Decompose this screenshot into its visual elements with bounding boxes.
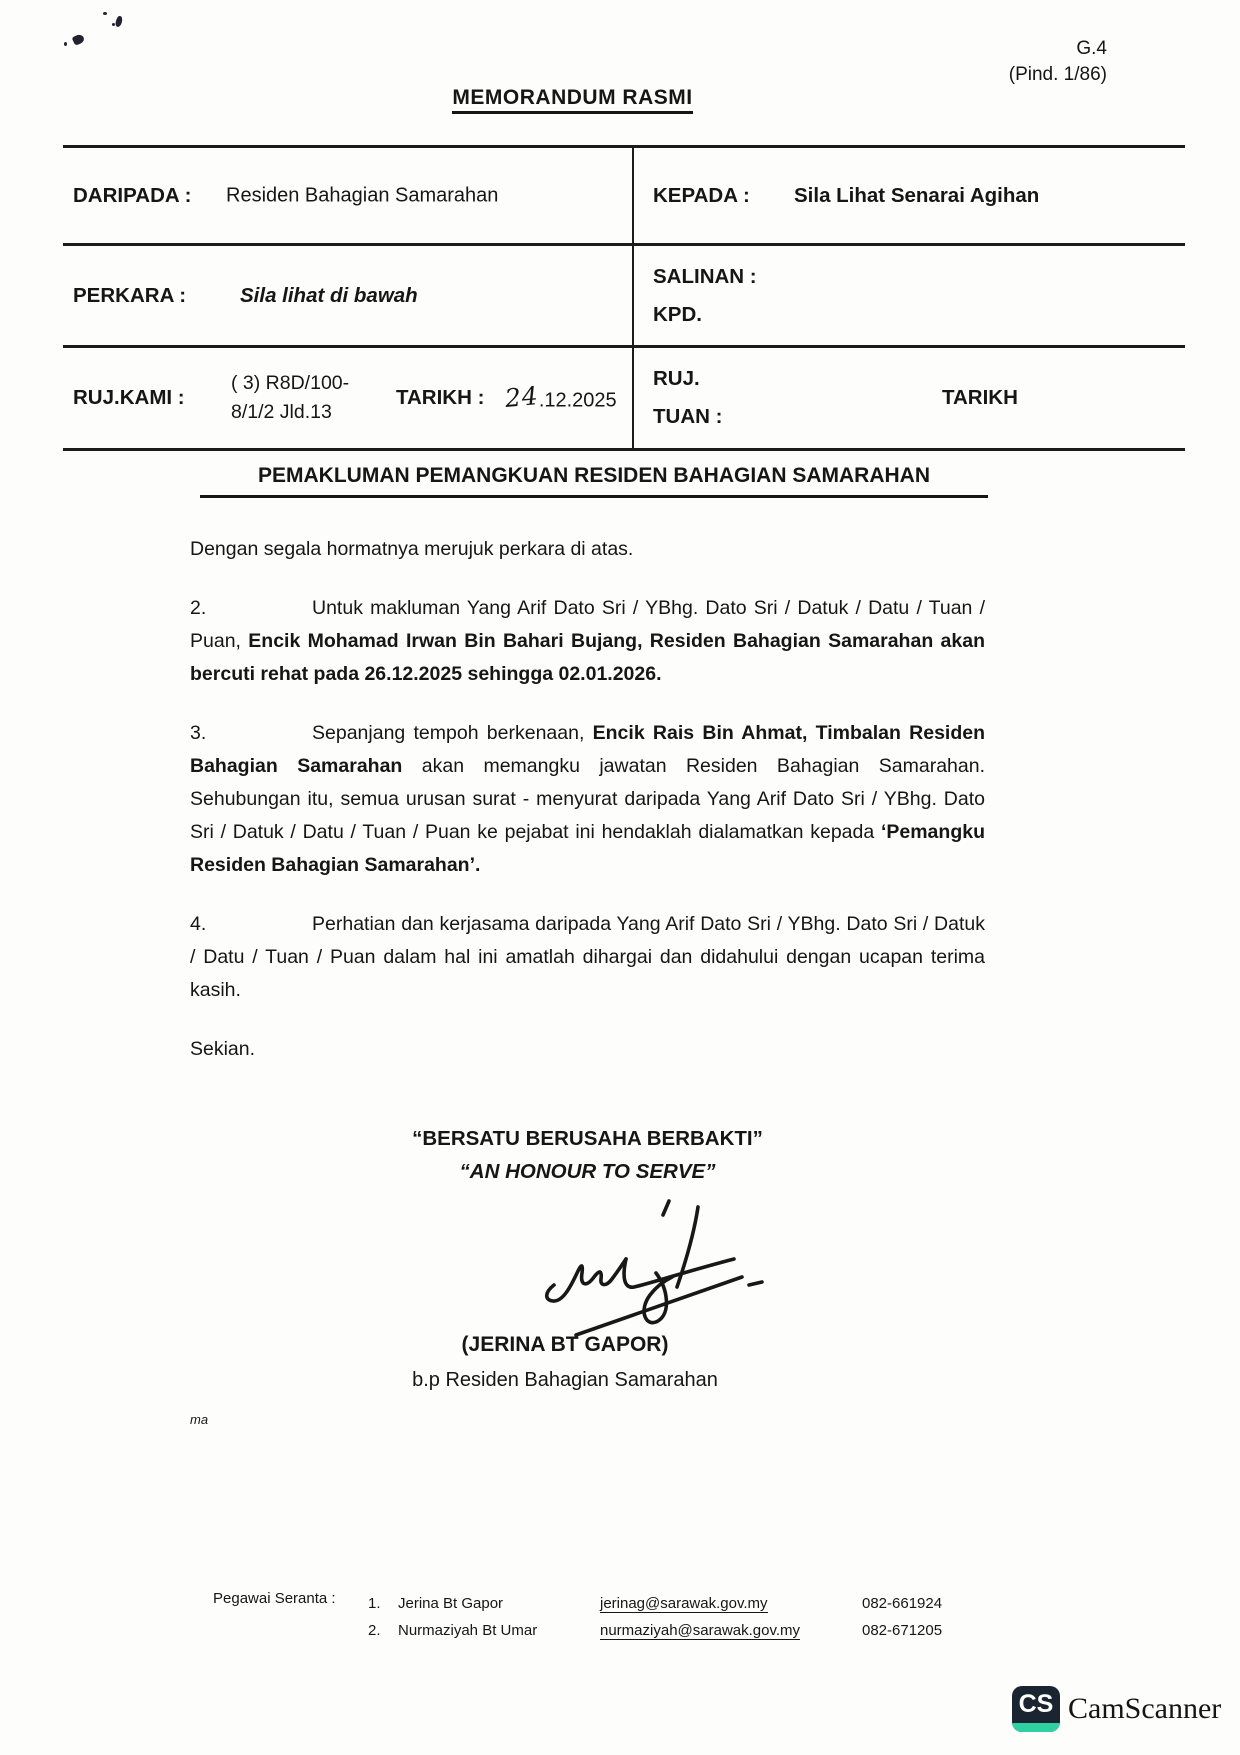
form-code: G.4 [1076, 38, 1107, 59]
motto-line-2: “AN HONOUR TO SERVE” [459, 1160, 716, 1183]
ink-speck [103, 12, 107, 15]
camscanner-badge-text: CS [1018, 1690, 1054, 1718]
kepada-value: Sila Lihat Senarai Agihan [794, 183, 1040, 207]
paragraph-text: Perhatian dan kerjasama daripada Yang Arif Dato Sri / YBhg. Dato Sri / Datuk / Datu / Tuan / Puan dalam hal ini amatlah dihargai dan didahului dengan ucapan terima kasih. [190, 913, 985, 1001]
ink-speck [114, 15, 123, 27]
officer-number: 2. [368, 1622, 381, 1639]
ink-speck [72, 33, 86, 46]
kepada-label: KEPADA : [653, 183, 750, 207]
ruj-tuan-line2: TUAN : [653, 405, 723, 428]
officer-phone: 082-661924 [862, 1595, 943, 1612]
signature-ink [538, 1193, 768, 1343]
ink-speck [64, 42, 67, 46]
cell-ruj-tuan [634, 348, 1185, 448]
signatory-name: (JERINA BT GAPOR) [461, 1333, 669, 1356]
camscanner-wordmark: CamScanner [1068, 1692, 1222, 1725]
paragraph-text: Dengan segala hormatnya merujuk perkara di atas. [190, 538, 634, 560]
body-paragraphs [190, 520, 985, 1066]
salinan-kpd: KPD. [653, 302, 702, 326]
cell-salinan [634, 246, 1185, 345]
signatory-behalf: b.p Residen Bahagian Samarahan [412, 1369, 718, 1391]
camscanner-logo-icon [1012, 1686, 1060, 1732]
cell-kepada [634, 148, 1185, 243]
officer-phone: 082-671205 [862, 1622, 943, 1639]
ink-speck [112, 23, 115, 26]
paragraph-number: 4. [190, 913, 207, 935]
paragraph [190, 908, 985, 1007]
form-revision: (Pind. 1/86) [1008, 64, 1107, 85]
paragraph-number: 3. [190, 722, 207, 744]
paragraph-text: akan memangku jawatan Residen Bahagian Samarahan. Sehubungan itu, semua urusan surat - menyurat daripada Yang Arif Dato Sri / YBhg. Dato Sri / Datuk / Datu / Tuan / Puan ke pejabat ini hendaklah dialamatkan kepada [190, 755, 985, 843]
typist-initials: ma [190, 1412, 209, 1427]
salinan-label: SALINAN : [653, 264, 757, 288]
paragraph-text-bold: Encik Rais Bin Ahmat, Timbalan Residen Bahagian Samarahan [190, 722, 986, 777]
memo-heading [190, 86, 955, 110]
cell-perkara [63, 246, 632, 345]
tarikh-label: TARIKH : [396, 386, 485, 409]
ruj-tuan-line1: RUJ. [653, 367, 700, 390]
signature-block [190, 1330, 940, 1400]
cell-ruj-kami [63, 348, 632, 448]
seranta-officer-list [368, 1590, 962, 1644]
seranta-label: Pegawai Seranta : [213, 1590, 336, 1607]
tarikh-right-label: TARIKH [942, 386, 1018, 409]
paragraph [190, 592, 985, 691]
paragraph-text: Sepanjang tempoh berkenaan, [312, 722, 593, 744]
tarikh-handwritten-day: 24 [503, 381, 540, 413]
daripada-label: DARIPADA : [73, 183, 192, 207]
paragraph-text: Untuk makluman Yang Arif Dato Sri / YBhg. Dato Sri / Datuk / Datu / Tuan / Puan, [190, 597, 985, 652]
motto-line-1: “BERSATU BERUSAHA BERBAKTI” [412, 1127, 763, 1150]
motto-block [190, 1122, 985, 1188]
officer-name: Jerina Bt Gapor [398, 1595, 504, 1612]
officer-name: Nurmaziyah Bt Umar [398, 1622, 538, 1639]
perkara-label: PERKARA : [73, 283, 187, 307]
paragraph [190, 533, 985, 566]
officer-email-link[interactable]: nurmaziyah@sarawak.gov.my [600, 1622, 801, 1639]
tarikh-value: 24.12.2025 [503, 381, 617, 413]
officer-number: 1. [368, 1595, 381, 1612]
memo-heading-text: MEMORANDUM RASMI [452, 86, 692, 114]
paragraph-text-bold: ‘Pemangku Residen Bahagian Samarahan’. [190, 821, 985, 876]
camscanner-badge-accent-bar [1012, 1723, 1060, 1732]
paragraph-number: 2. [190, 597, 207, 619]
daripada-value: Residen Bahagian Samarahan [226, 184, 499, 206]
cell-daripada [63, 148, 632, 243]
subject-title: PEMAKLUMAN PEMANGKUAN RESIDEN BAHAGIAN SAMARAHAN [200, 464, 988, 498]
routing-table [63, 145, 1185, 451]
closing-word: Sekian. [190, 1038, 256, 1060]
officer-email-link[interactable]: jerinag@sarawak.gov.my [600, 1595, 768, 1612]
ruj-kami-value: ( 3) R8D/100- 8/1/2 Jld.13 [231, 372, 350, 423]
form-code-block [1009, 36, 1107, 88]
paragraph-text-bold: Encik Mohamad Irwan Bin Bahari Bujang, Residen Bahagian Samarahan akan bercuti rehat pada 26.12.2025 sehingga 02.01.2026. [190, 630, 985, 685]
ruj-kami-label: RUJ.KAMI : [73, 386, 185, 409]
paragraph [190, 717, 985, 882]
perkara-value: Sila lihat di bawah [240, 283, 418, 307]
